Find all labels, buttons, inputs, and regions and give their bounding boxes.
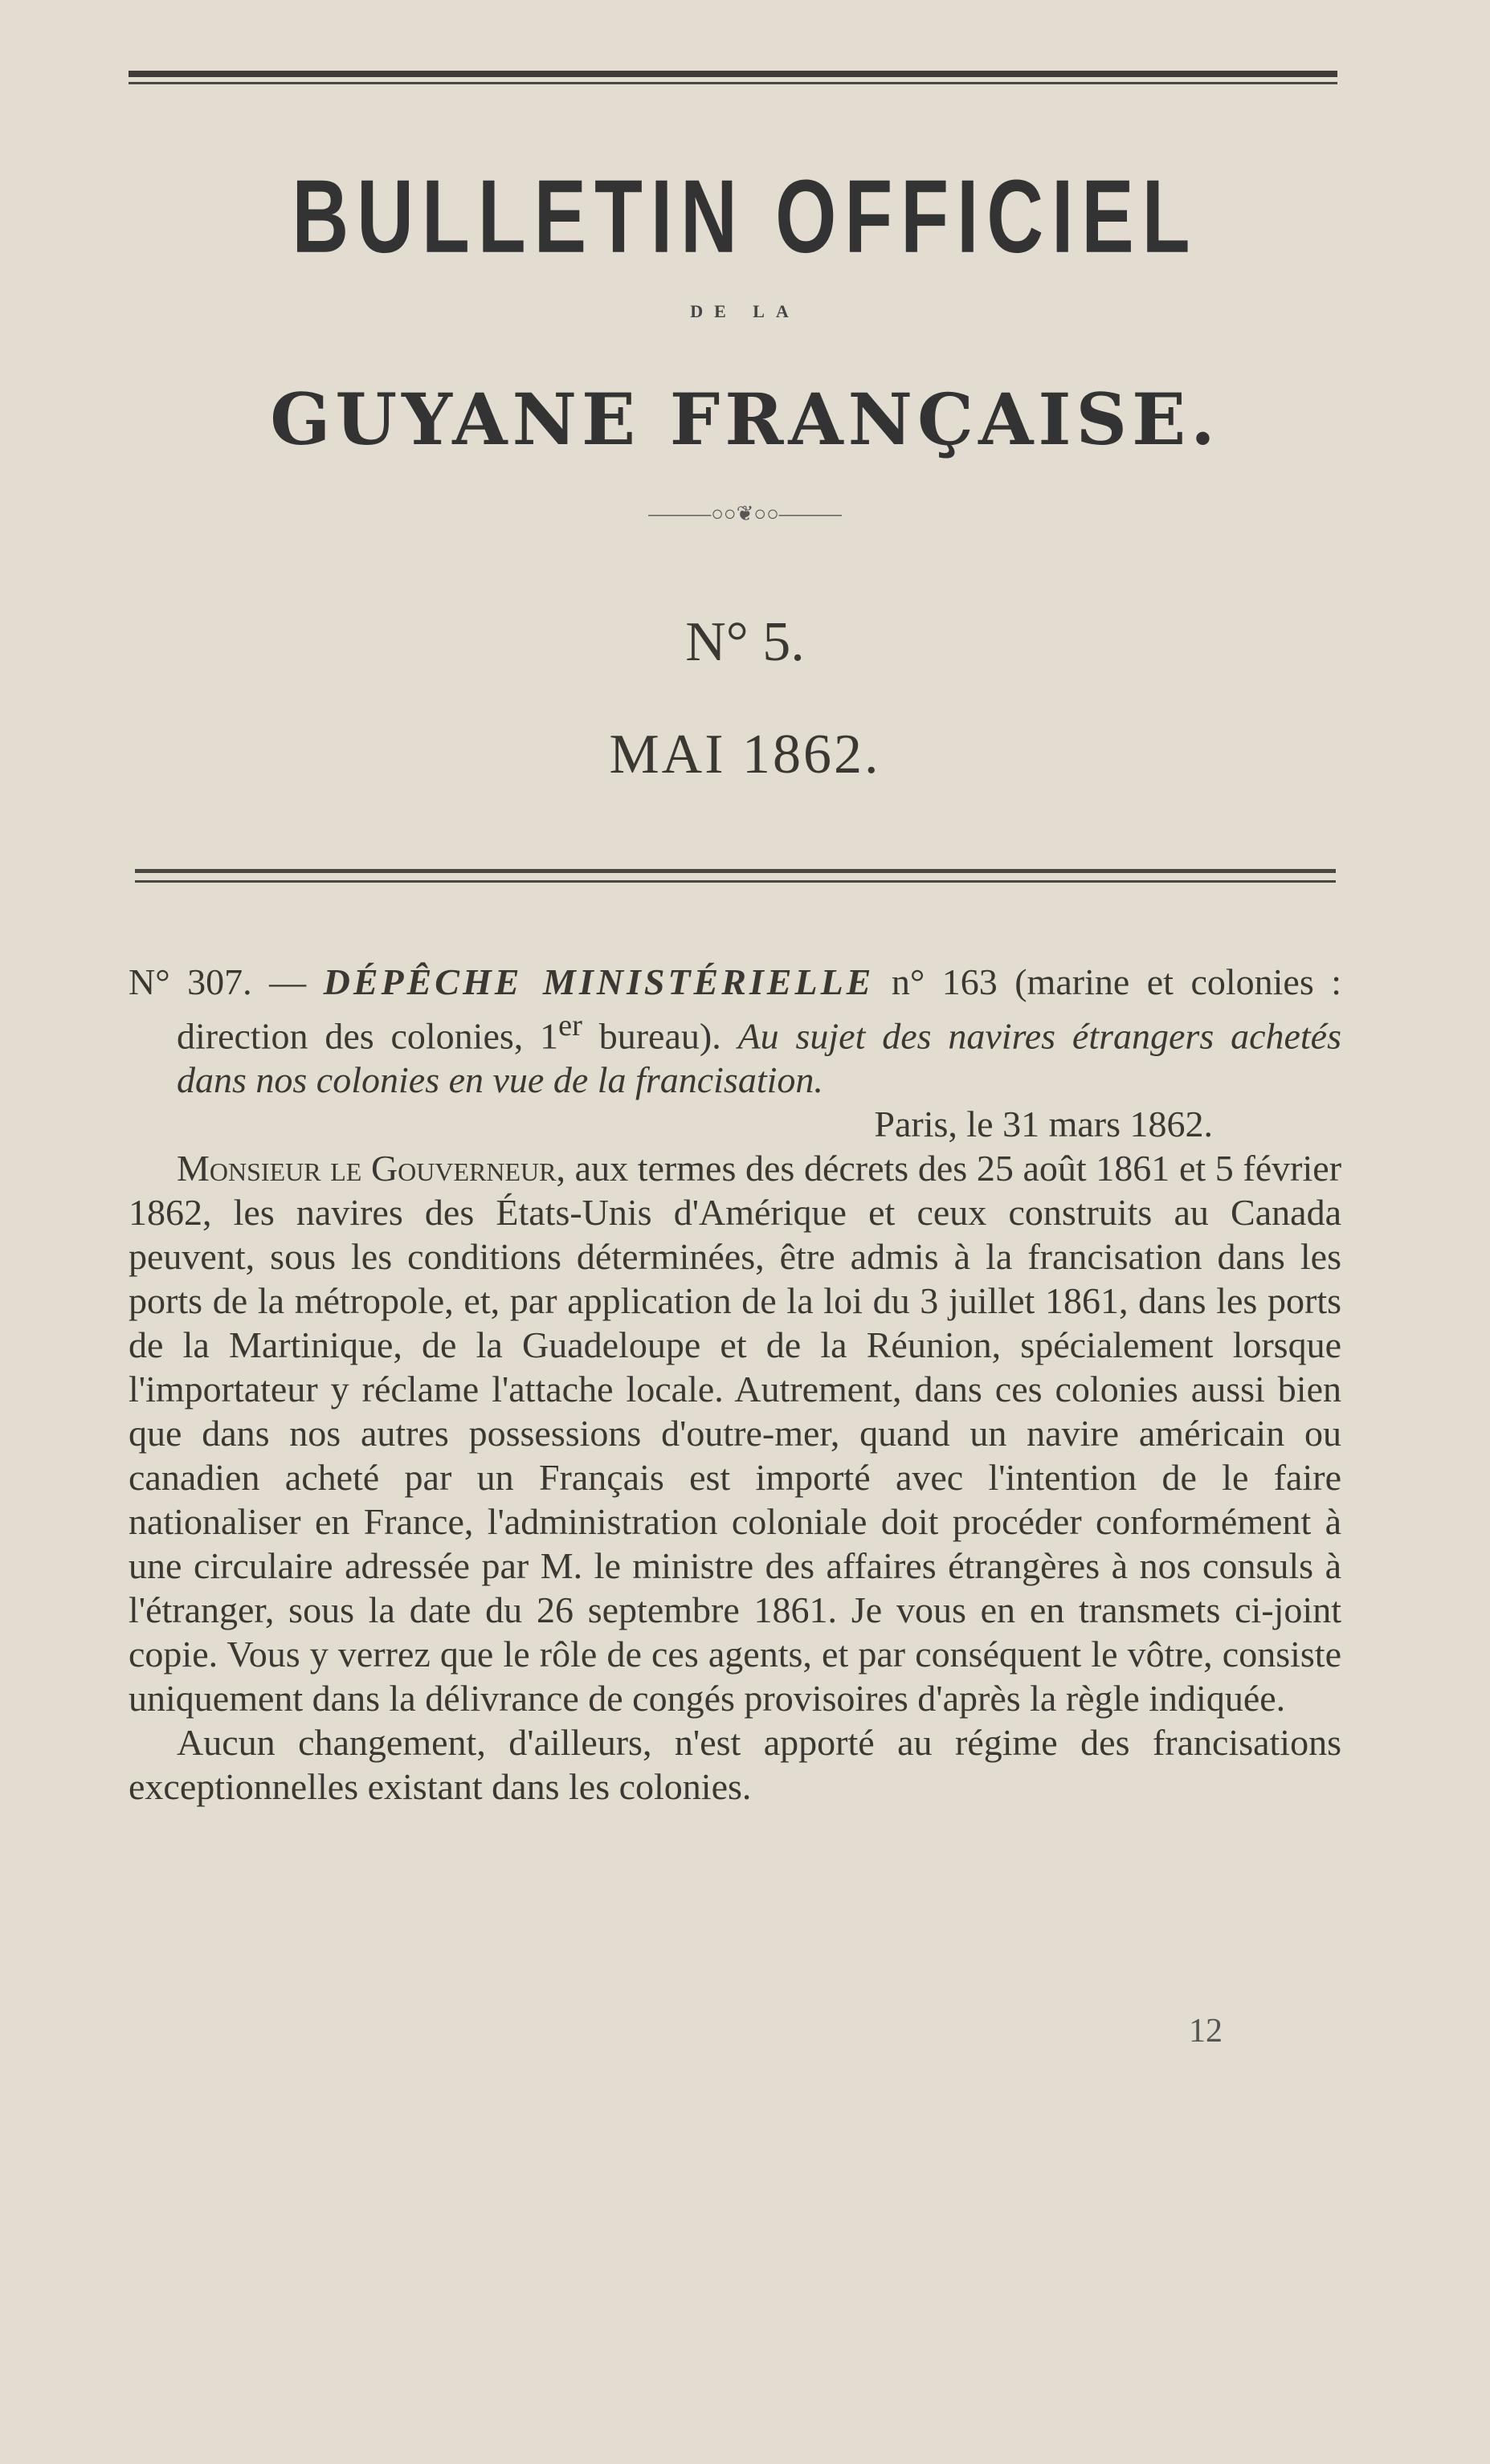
ornament-divider: ———○○❦○○——— <box>648 502 842 525</box>
bulletin-title: BULLETIN OFFICIEL <box>292 157 1198 275</box>
section-rule <box>135 869 1336 873</box>
document-reference-sup: er <box>558 1009 582 1042</box>
title-connector: DE LA <box>690 301 800 321</box>
issue-date: MAI 1862. <box>609 724 881 785</box>
top-rule <box>129 71 1337 77</box>
article-body <box>129 960 1341 1809</box>
colony-title: GUYANE FRANÇAISE. <box>270 377 1220 461</box>
document-reference-post: bureau). <box>582 1015 721 1057</box>
top-rule-thin <box>129 82 1337 84</box>
article-heading <box>129 960 1341 1102</box>
issue-number: N° 5. <box>685 611 805 673</box>
paragraph-2: Aucun changement, d'ailleurs, n'est apporté au régime des francisations exceptionnelles existant dans les colonies. <box>129 1722 1341 1808</box>
paragraph-1 <box>129 1146 1341 1720</box>
article-number: N° 307. — <box>129 961 307 1002</box>
document-reference-pre: n° 163 (marine et colonies : direction des colonies, 1 <box>177 961 1342 1057</box>
salutation: Monsieur le Gouverneur, <box>177 1148 566 1189</box>
document-type: DÉPÊCHE MINISTÉRIELLE <box>323 961 875 1002</box>
place-and-date: Paris, le 31 mars 1862. <box>874 1103 1213 1145</box>
document-subject: Au sujet des navires étrangers achetés dans nos colonies en vue de la francisation. <box>177 1015 1341 1101</box>
paragraph-1-text: aux termes des décrets des 25 août 1861 et 5 février 1862, les navires des États-Unis d'Amérique et ceux construits au Canada peuvent, sous les conditions déterminées, être admis à la francisation dans les ports de la métropole, et, par application de la loi du 3 juillet 1861, dans les ports de la Martinique, de la Guadeloupe et de la Réunion, spécialement lorsque l'importateur y réclame l'attache locale. Autrement, dans ces colonies aussi bien que dans nos autres possessions d'outre-mer, quand un navire américain ou canadien acheté par un Français est importé avec l'intention de le faire nationaliser en France, l'administration coloniale doit procéder conformément à une circulaire adressée par M. le ministre des affaires étrangères à nos consuls à l'étranger, sous la date du 26 septembre 1861. Je vous en en transmets ci-joint copie. Vous y verrez que le rôle de ces agents, et par conséquent le vôtre, consiste uniquement dans la délivrance de congés provisoires d'après la règle indiquée. <box>129 1148 1342 1719</box>
signature-mark: 12 <box>1189 2013 1223 2050</box>
section-rule-thin <box>135 880 1336 883</box>
